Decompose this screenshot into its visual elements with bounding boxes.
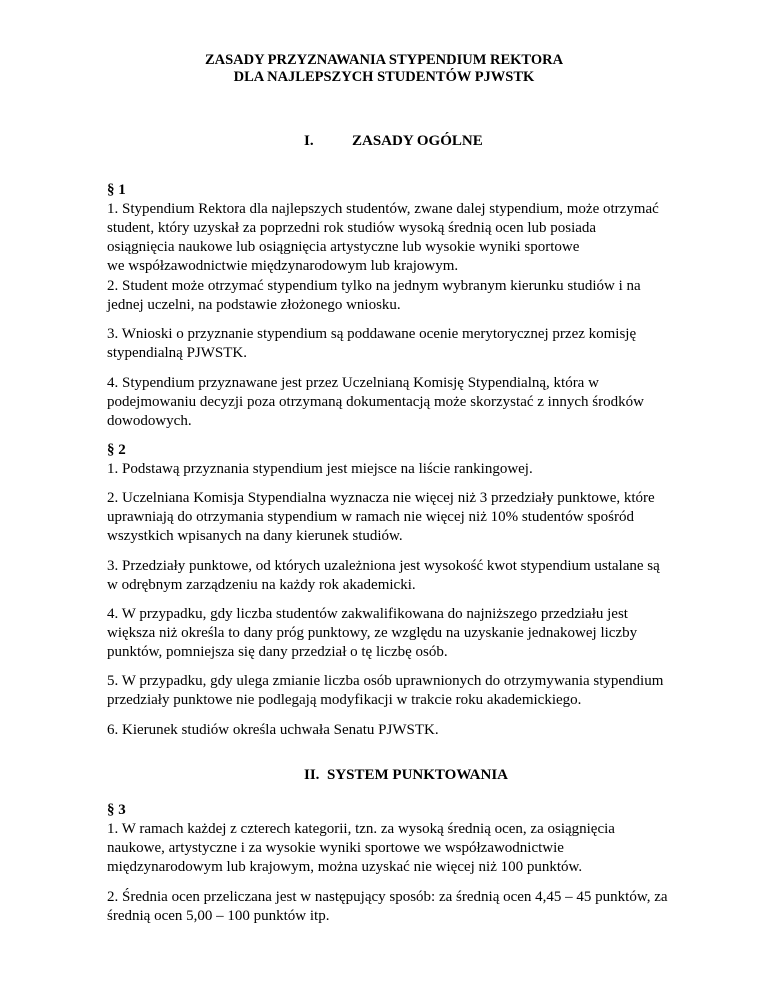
text-line: punktów, pomniejsza się dany przedział o tę liczbę osób.	[107, 644, 448, 660]
text-line: 1. Podstawą przyznania stypendium jest miejsce na liście rankingowej.	[107, 461, 533, 477]
text-line: dowodowych.	[107, 413, 192, 429]
text-line: podejmowaniu decyzji poza otrzymaną dokumentacją może skorzystać z innych środków	[107, 394, 644, 410]
text-line: międzynarodowym lub krajowym, można uzyskać nie więcej niż 100 punktów.	[107, 859, 583, 875]
paragraph-2-point-5	[107, 672, 677, 710]
paragraph-1-point-4	[107, 374, 677, 431]
text-line: 4. Stypendium przyznawane jest przez Uczelnianą Komisję Stypendialną, która w	[107, 375, 599, 391]
text-line: 2. Uczelniana Komisja Stypendialna wyznacza nie więcej niż 3 przedziały punktowe, które	[107, 490, 655, 506]
text-line: 2. Student może otrzymać stypendium tylko na jednym wybranym kierunku studiów i na	[107, 278, 641, 294]
text-line: 1. Stypendium Rektora dla najlepszych studentów, zwane dalej stypendium, może otrzymać	[107, 201, 659, 217]
text-line: przedziały punktowe nie podlegają modyfikacji w trakcie roku akademickiego.	[107, 692, 582, 708]
paragraph-1-sign: § 1	[107, 182, 126, 198]
text-line: 4. W przypadku, gdy liczba studentów zakwalifikowana do najniższego przedziału jest	[107, 606, 628, 622]
text-line: osiągnięcia naukowe lub osiągnięcia artystyczne lub wysokie wyniki sportowe	[107, 239, 580, 255]
paragraph-2-sign: § 2	[107, 442, 126, 458]
paragraph-2-point-3	[107, 557, 677, 595]
section-1-number: I.	[304, 133, 314, 149]
paragraph-2-point-1	[107, 441, 677, 479]
paragraph-1-point-2	[107, 277, 677, 315]
text-line: 6. Kierunek studiów określa uchwała Senatu PJWSTK.	[107, 722, 439, 738]
paragraph-1-point-1	[107, 181, 677, 276]
text-line: stypendialną PJWSTK.	[107, 345, 247, 361]
paragraph-2-point-2	[107, 489, 677, 546]
text-line: wszystkich wpisanych na dany kierunek studiów.	[107, 528, 403, 544]
document-title-line-1: ZASADY PRZYZNAWANIA STYPENDIUM REKTORA	[204, 52, 564, 68]
section-2-heading: SYSTEM PUNKTOWANIA	[327, 767, 509, 783]
text-line: we współzawodnictwie międzynarodowym lub krajowym.	[107, 258, 459, 274]
text-line: średnią ocen 5,00 – 100 punktów itp.	[107, 908, 330, 924]
paragraph-3-point-1	[107, 801, 677, 877]
section-1-heading: ZASADY OGÓLNE	[352, 133, 483, 149]
text-line: 2. Średnia ocen przeliczana jest w następujący sposób: za średnią ocen 4,45 – 45 punktów, za	[107, 889, 668, 905]
text-line: 5. W przypadku, gdy ulega zmianie liczba osób uprawnionych do otrzymywania stypendium	[107, 673, 664, 689]
paragraph-2-point-6	[107, 721, 677, 740]
text-line: jednej uczelni, na podstawie złożonego wniosku.	[107, 297, 401, 313]
text-line: student, który uzyskał za poprzedni rok studiów wysoką średnią ocen lub posiada	[107, 220, 597, 236]
paragraph-3-point-2	[107, 888, 677, 926]
section-2-number: II.	[304, 767, 320, 783]
text-line: większa niż określa to dany próg punktowy, ze względu na uzyskanie jednakowej liczby	[107, 625, 638, 641]
text-line: 1. W ramach każdej z czterech kategorii, tzn. za wysoką średnią ocen, za osiągnięcia	[107, 821, 615, 837]
paragraph-1-point-3	[107, 325, 677, 363]
text-line: uprawniają do otrzymania stypendium w ramach nie więcej niż 10% studentów spośród	[107, 509, 634, 525]
paragraph-3-sign: § 3	[107, 802, 126, 818]
text-line: 3. Wnioski o przyznanie stypendium są poddawane ocenie merytorycznej przez komisję	[107, 326, 637, 342]
paragraph-2-point-4	[107, 605, 677, 662]
text-line: naukowe, artystyczne i za wysokie wyniki sportowe we współzawodnictwie	[107, 840, 564, 856]
text-line: 3. Przedziały punktowe, od których uzależniona jest wysokość kwot stypendium ustalane są	[107, 558, 660, 574]
document-title-line-2: DLA NAJLEPSZYCH STUDENTÓW PJWSTK	[233, 69, 535, 85]
text-line: w odrębnym zarządzeniu na każdy rok akademicki.	[107, 577, 416, 593]
